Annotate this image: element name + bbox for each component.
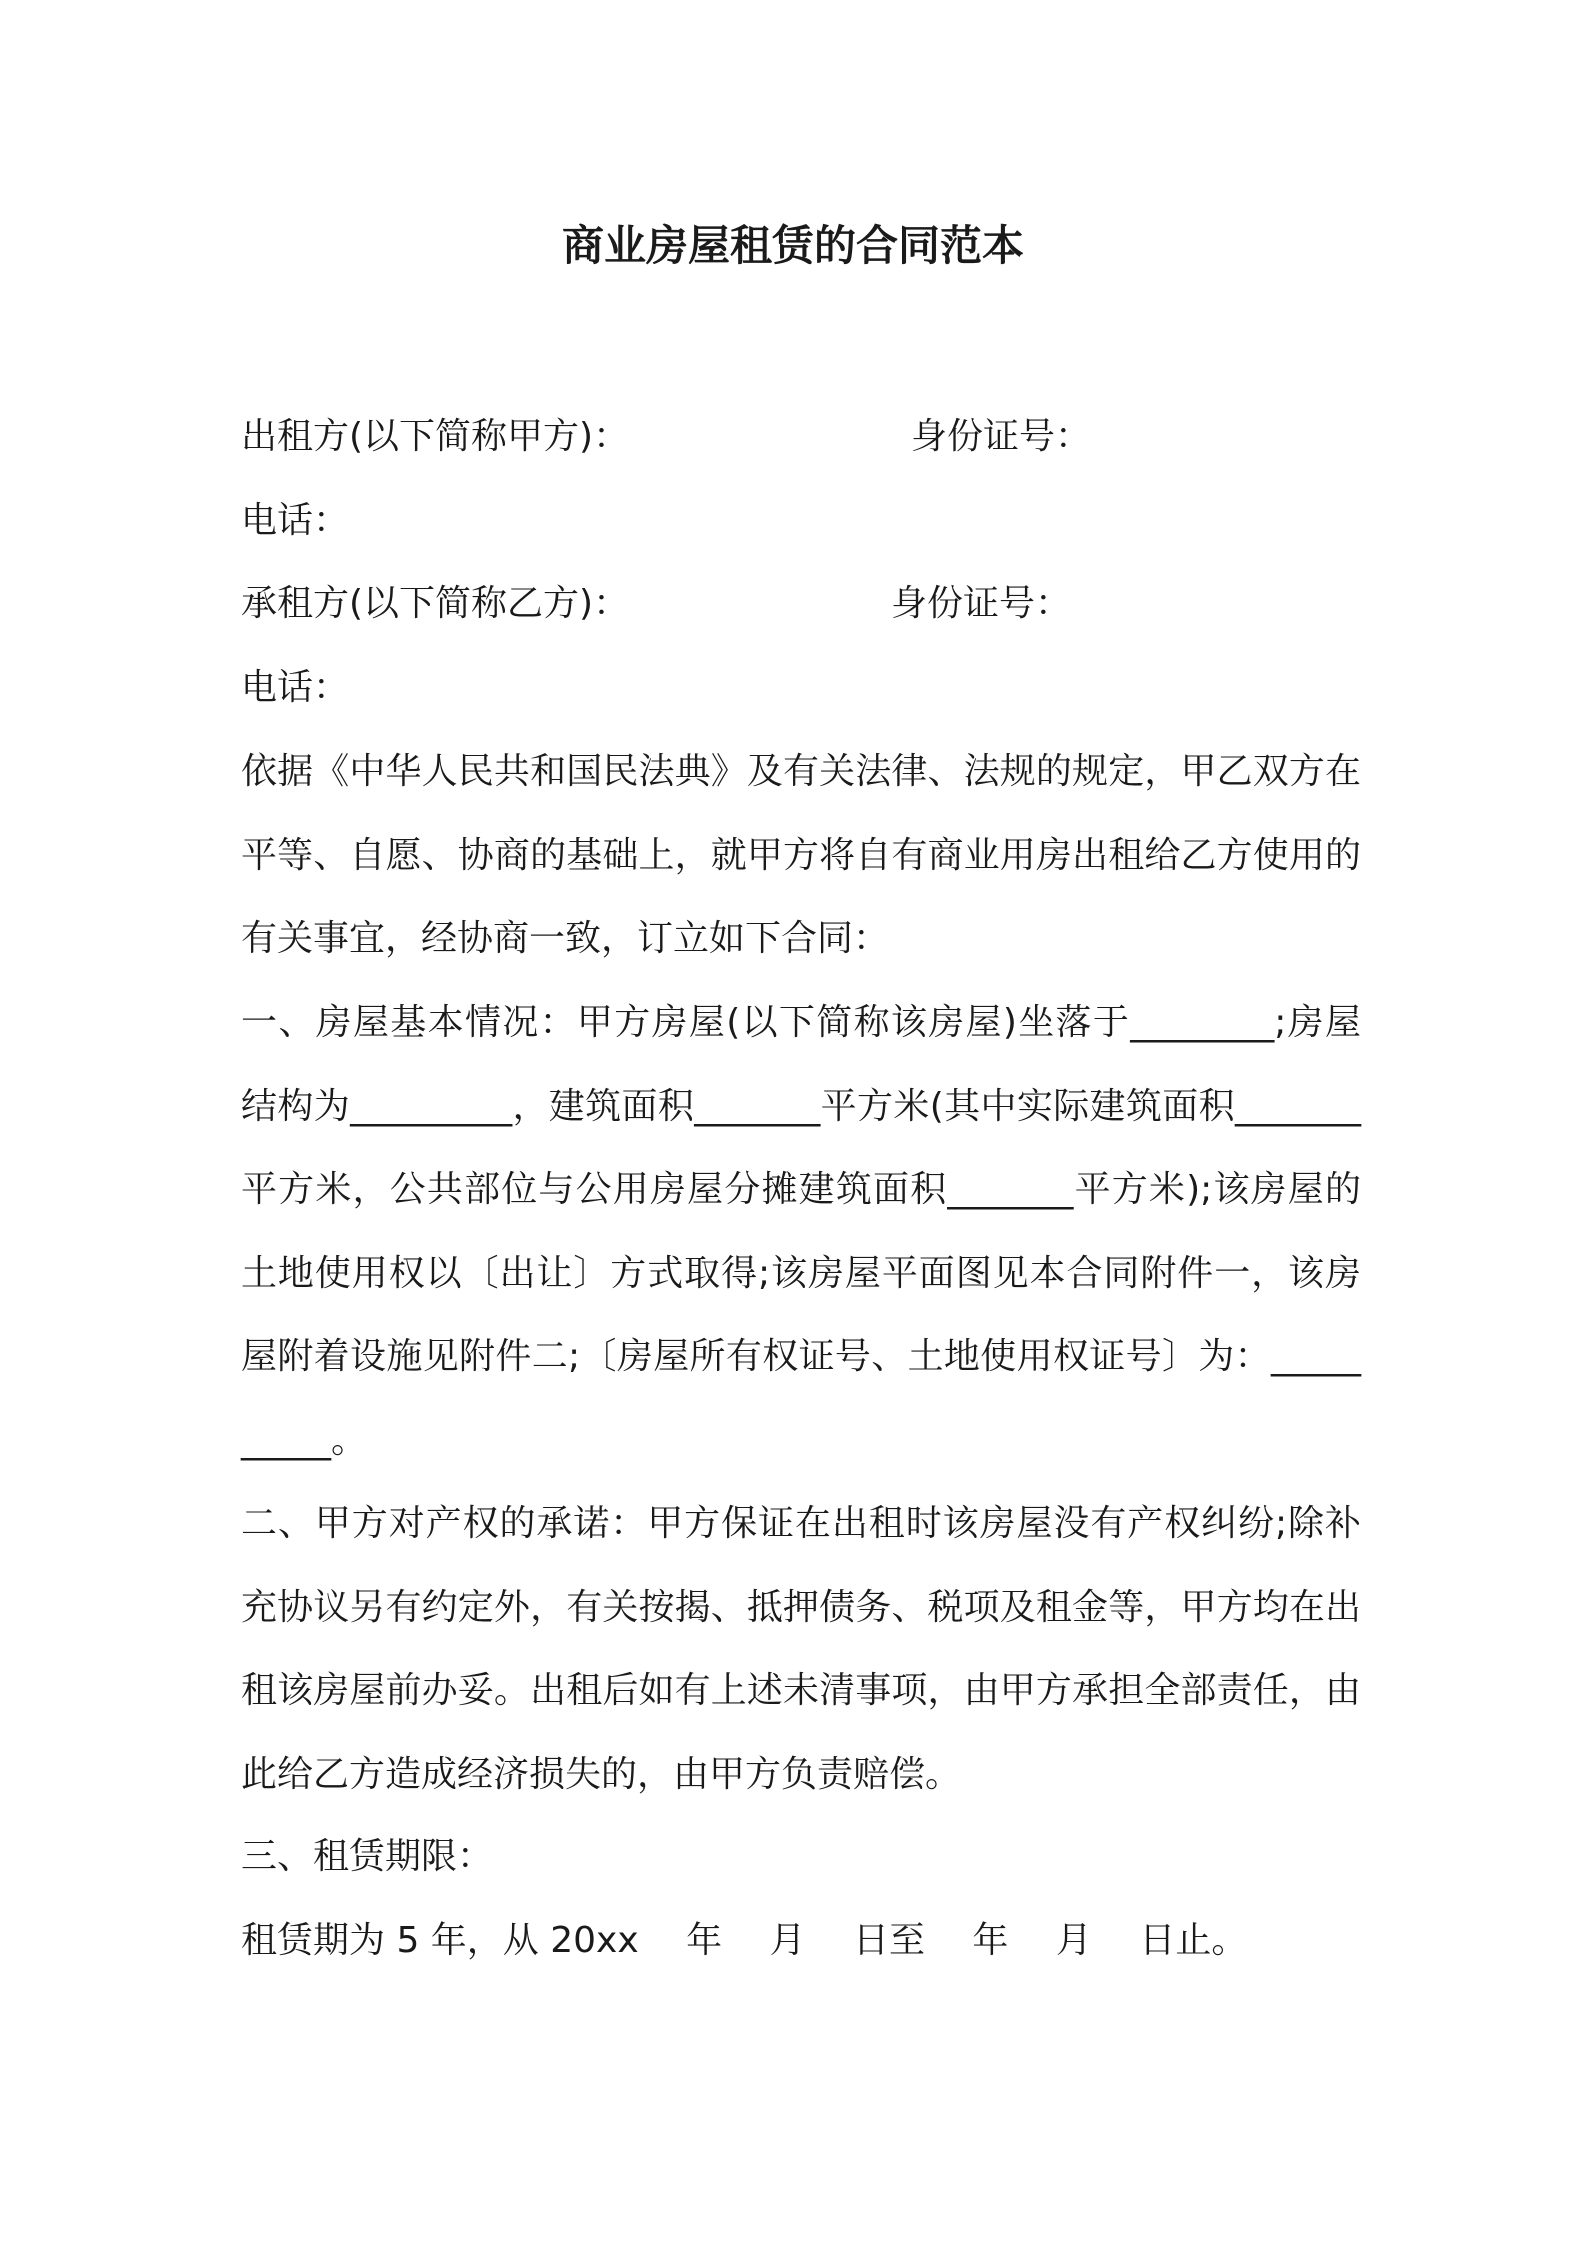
document-title: 商业房屋租赁的合同范本 — [561, 221, 1024, 270]
lessee-label: 承租方(以下简称乙方)： — [241, 583, 630, 624]
lessor-phone-label: 电话： — [241, 500, 350, 541]
lessee-phone-label: 电话： — [241, 667, 350, 708]
lessee-id-label: 身份证号： — [891, 583, 1072, 624]
preamble-paragraph: 依据《中华人民共和国民法典》及有关法律、法规的规定，甲乙双方在平等、自愿、协商的基础上，就甲方将自有商业用房出租给乙方使用的有关事宜，经协商一致，订立如下合同： — [241, 751, 1361, 959]
clause-1-paragraph: 一、房屋基本情况：甲方房屋(以下简称该房屋)坐落于________;房屋结构为_________，建筑面积_______平方米(其中实际建筑面积_______平方米，公共部位与公用房屋分摊建筑面积_______平方米);该房屋的土地使用权以〔出让〕方式取得;该房屋平面图见本合同附件一，该房屋附着设施见附件二;〔房屋所有权证号、土地使用权证号〕为：__________。 — [241, 1002, 1361, 1461]
lessor-label: 出租方(以下简称甲方)： — [241, 416, 630, 457]
lessor-id-label: 身份证号： — [911, 416, 1092, 457]
clause-3-heading: 三、租赁期限： — [241, 1836, 494, 1877]
clause-3-text: 租赁期为 5 年，从 20xx 年 月 日至 年 月 日止。 — [241, 1920, 1248, 1961]
clause-2-paragraph: 二、甲方对产权的承诺：甲方保证在出租时该房屋没有产权纠纷;除补充协议另有约定外，有关按揭、抵押债务、税项及租金等，甲方均在出租该房屋前办妥。出租后如有上述未清事项，由甲方承担全部责任，由此给乙方造成经济损失的，由甲方负责赔偿。 — [241, 1503, 1361, 1795]
